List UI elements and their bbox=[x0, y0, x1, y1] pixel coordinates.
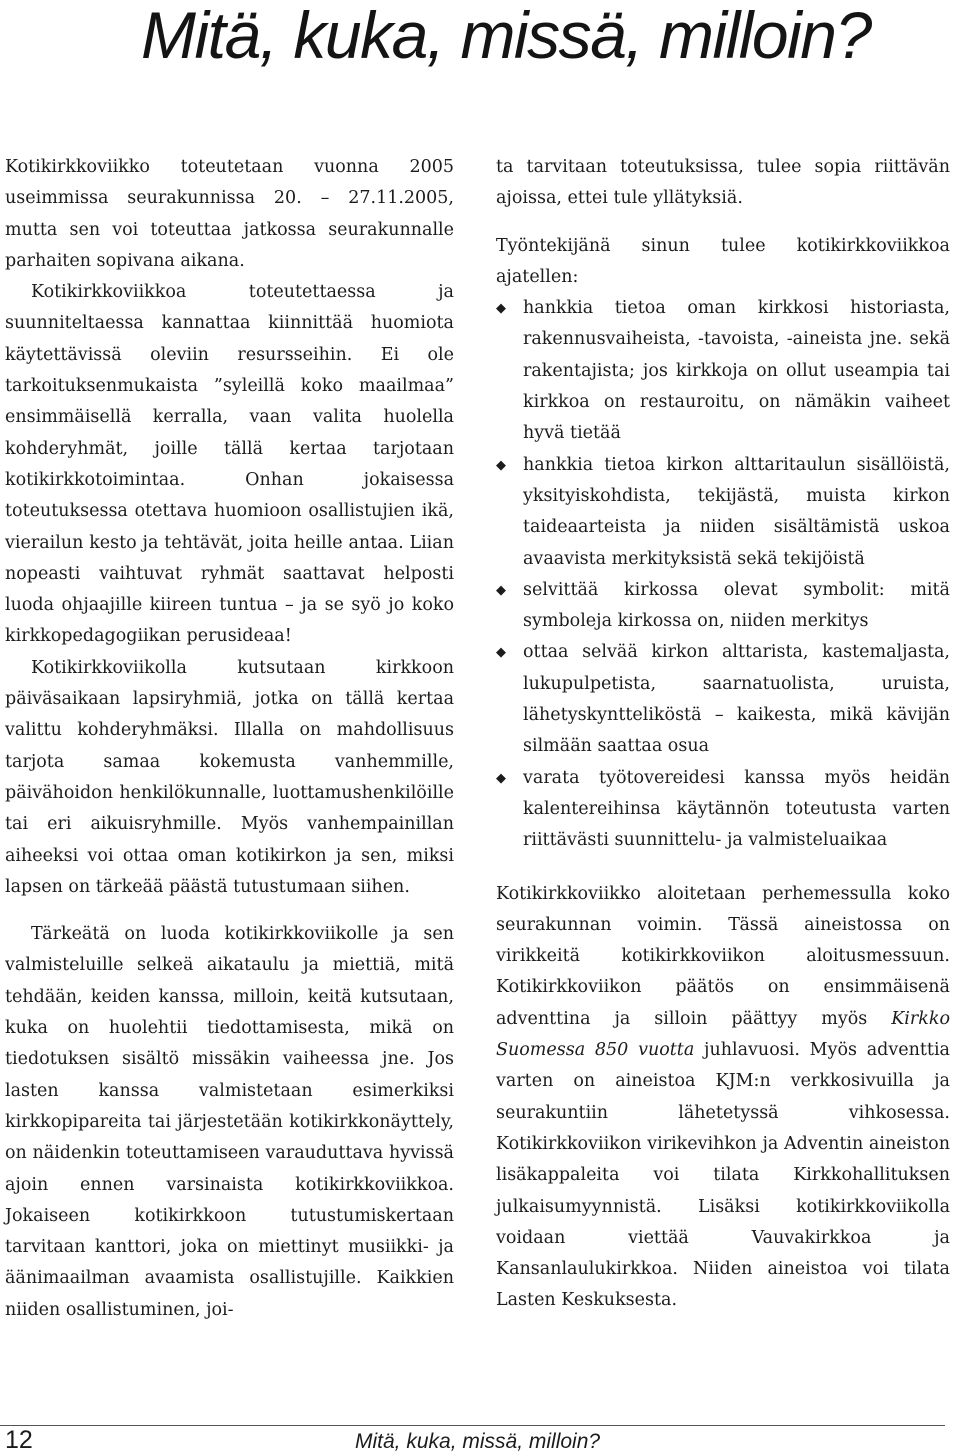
diamond-bullet-icon: ◆ bbox=[496, 582, 506, 598]
list-item bbox=[496, 637, 950, 762]
list-intro: Työntekijänä sinun tulee kotikirkkoviikkoa ajatellen: bbox=[496, 235, 950, 287]
body-paragraph: Kotikirkkoviikko toteutetaan vuonna 2005 useimmissa seurakunnissa 20. – 27.11.2005, mutta sen voi toteuttaa jatkossa seurakunnalle parhaiten sopivana aikana. bbox=[5, 157, 454, 271]
list-item bbox=[496, 763, 950, 857]
publication-name: Kirkko Suomessa 850 vuotta bbox=[496, 1008, 950, 1061]
list-item-text: varata työtovereidesi kanssa myös heidän kalentereihinsa käytännön toteutusta varten riittävästi suunnittelu- ja valmisteluaikaa bbox=[523, 767, 950, 851]
list-item-text: hankkia tietoa oman kirkkosi historiasta, rakennusvaiheista, -tavoista, -aineista jne. sekä rakentajista; jos kirkkoja on ollut useampia tai kirkkoa on restauroitu, on nämäkin vaiheet hyvä tietää bbox=[523, 298, 950, 444]
diamond-bullet-icon: ◆ bbox=[496, 457, 506, 473]
list-item-text: hankkia tietoa kirkon alttaritaulun sisällöistä, yksityiskohdista, tekijästä, muista kirkon taideaarteista ja niiden sisältämistä uskoa avaavista merkityksistä sekä tekijöistä bbox=[523, 454, 950, 569]
right-column bbox=[496, 152, 950, 1317]
page-title: Mitä, kuka, missä, milloin? bbox=[141, 0, 871, 72]
body-paragraph: Kotikirkkoviikkoa toteutettaessa ja suunniteltaessa kannattaa kiinnittää huomiota käytettävissä oleviin resursseihin. Ei ole tarkoituksenmukaista ”syleillä koko maailmaa” ensimmäisellä kerralla, vaan valita huolella kohderyhmät, joille tällä kertaa tarjotaan kotikirkkotoimintaa. Onhan jokaisessa toteutuksessa otettava huomioon osallistujien ikä, vierailun kesto ja tehtävät, joita heille antaa. Liian nopeasti vaihtuvat ryhmät saattavat helposti luoda ohjaajille kiireen tuntua – ja se syö jo koko kirkkopedagogiikan perusideaa! bbox=[5, 282, 454, 647]
list-item bbox=[496, 450, 950, 575]
list-item bbox=[496, 575, 950, 638]
diamond-bullet-icon: ◆ bbox=[496, 645, 506, 661]
continuation-paragraph: ta tarvitaan toteutuksissa, tulee sopia riittävän ajoissa, ettei tule yllätyksiä. bbox=[496, 157, 950, 209]
closing-paragraph bbox=[496, 879, 950, 1317]
list-item-text: ottaa selvää kirkon alttarista, kastemaljasta, lukupulpetista, saarnatuolista, uruista, lähetyskyntteliköstä – kaikesta, mikä kävijän silmään saattaa osua bbox=[523, 642, 950, 757]
body-paragraph: Tärkeätä on luoda kotikirkkoviikolle ja sen valmisteluille selkeä aikataulu ja miettiä, mitä tehdään, keiden kanssa, milloin, keitä kutsutaan, kuka on huolehtii tiedottamisesta, mikä on tiedotuksen sisältö missäkin vaiheessa jne. Jos lasten kanssa valmistetaan esimerkiksi kirkkopipareita tai järjestetään kotikirkkonäyttely, on näidenkin toteuttamiseen varauduttava hyvissä ajoin ennen varsinaista kotikirkkoviikkoa. Jokaiseen kotikirkkoon tutustumiskertaan tarvitaan kanttori, joka on miettinyt musiikki- ja äänimaailman avaamista osallistujille. Kaikkien niiden osallistuminen, joi- bbox=[5, 924, 454, 1320]
closing-text: Kotikirkkoviikko aloitetaan perhemessulla koko seurakunnan voimin. Tässä aineistossa on virikkeitä kotikirkkoviikon aloitusmessuun. Kotikirkkoviikon päätös on ensimmäisenä adventtina ja silloin päättyy myös bbox=[496, 883, 950, 1029]
list-item bbox=[496, 293, 950, 449]
footer-divider bbox=[0, 1425, 945, 1426]
page-number: 12 bbox=[5, 1426, 33, 1454]
task-list bbox=[496, 293, 950, 856]
closing-text: juhlavuosi. Myös adventtia varten on aineistoa KJM:n verkkosivuilla ja seurakuntiin lähetetyssä vihkosessa. Kotikirkkoviikon virikevihkon ja Adventin aineiston lisäkappaleita voi tilata Kirkkohallituksen julkaisumyynnistä. Lisäksi kotikirkkoviikolla voidaan viettää Vauvakirkkoa ja Kansanlaulukirkkoa. Niiden aineistoa voi tilata Lasten Keskuksesta. bbox=[496, 1040, 950, 1311]
list-item-text: selvittää kirkossa olevat symbolit: mitä symboleja kirkossa on, niiden merkitys bbox=[523, 579, 950, 632]
diamond-bullet-icon: ◆ bbox=[496, 301, 506, 317]
left-column bbox=[5, 152, 454, 1326]
diamond-bullet-icon: ◆ bbox=[496, 770, 506, 786]
running-head: Mitä, kuka, missä, milloin? bbox=[355, 1430, 601, 1453]
body-paragraph: Kotikirkkoviikolla kutsutaan kirkkoon päiväsaikaan lapsiryhmiä, jotka on tällä kertaa valittu kohderyhmäksi. Illalla on mahdollisuus tarjota samaa kokemusta vanhemmille, päivähoidon henkilökunnalle, luottamushenkilöille tai eri aikuisryhmille. Myös vanhempainillan aiheeksi voi ottaa oman kotikirkon ja sen, miksi lapsen on tärkeää päästä tutustumaan siihen. bbox=[5, 657, 454, 897]
